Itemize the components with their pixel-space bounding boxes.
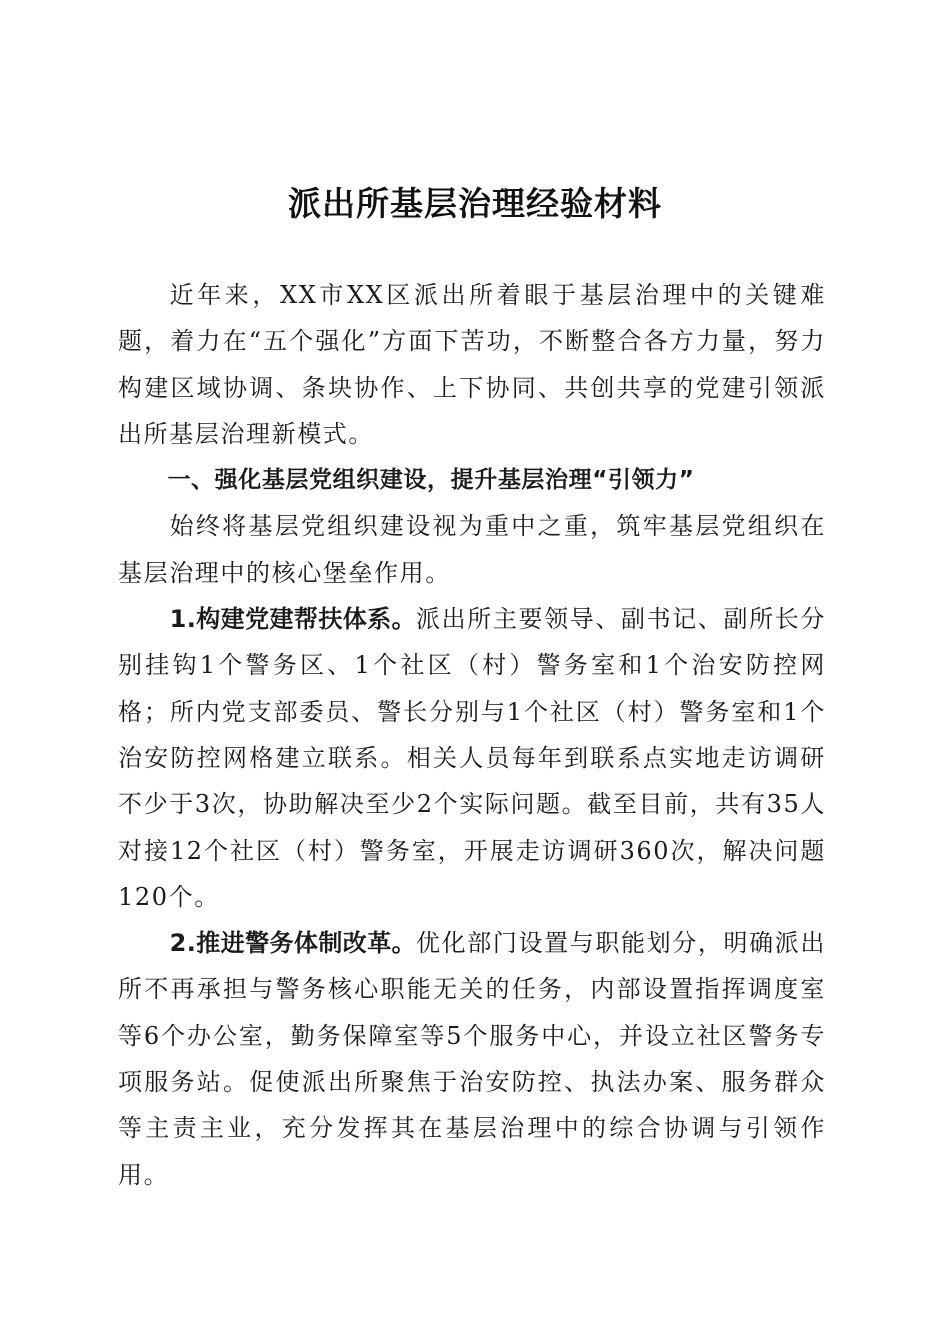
item-1-text: 派出所主要领导、副书记、副所长分别挂钩1个警务区、1个社区（村）警务室和1个治安防控网格；所内党支部委员、警长分别与1个社区（村）警务室和1个治安防控网格建立联系。相关人员每年到联系点实地走访调研不少于3次，协助解决至少2个实际问题。截至目前，共有35人对接12个社区（村）警务室，开展走访调研360次，解决问题120个。 <box>118 605 826 911</box>
item-1-paragraph <box>118 596 826 920</box>
item-1-lead: 1.构建党建帮扶体系。 <box>169 605 417 634</box>
intro-paragraph: 近年来，XX市XX区派出所着眼于基层治理中的关键难题，着力在“五个强化”方面下苦功，不断整合各方力量，努力构建区域协调、条块协作、上下协同、共创共享的党建引领派出所基层治理新模式。 <box>118 281 826 448</box>
section-1-summary: 始终将基层党组织建设视为重中之重，筑牢基层党组织在基层治理中的核心堡垒作用。 <box>118 512 826 587</box>
item-2-lead: 2.推进警务体制改革。 <box>169 929 417 958</box>
section-1-heading: 一、强化基层党组织建设，提升基层治理“引领力” <box>167 467 695 494</box>
item-2-text: 优化部门设置与职能划分，明确派出所不再承担与警务核心职能无关的任务，内部设置指挥调度室等6个办公室，勤务保障室等5个服务中心，并设立社区警务专项服务站。促使派出所聚焦于治安防控、执法办案、服务群众等主责主业，充分发挥其在基层治理中的综合协调与引领作用。 <box>118 929 826 1189</box>
item-2-paragraph <box>118 920 826 1198</box>
document-body <box>118 272 826 1198</box>
document-title: 派出所基层治理经验材料 <box>288 184 662 223</box>
